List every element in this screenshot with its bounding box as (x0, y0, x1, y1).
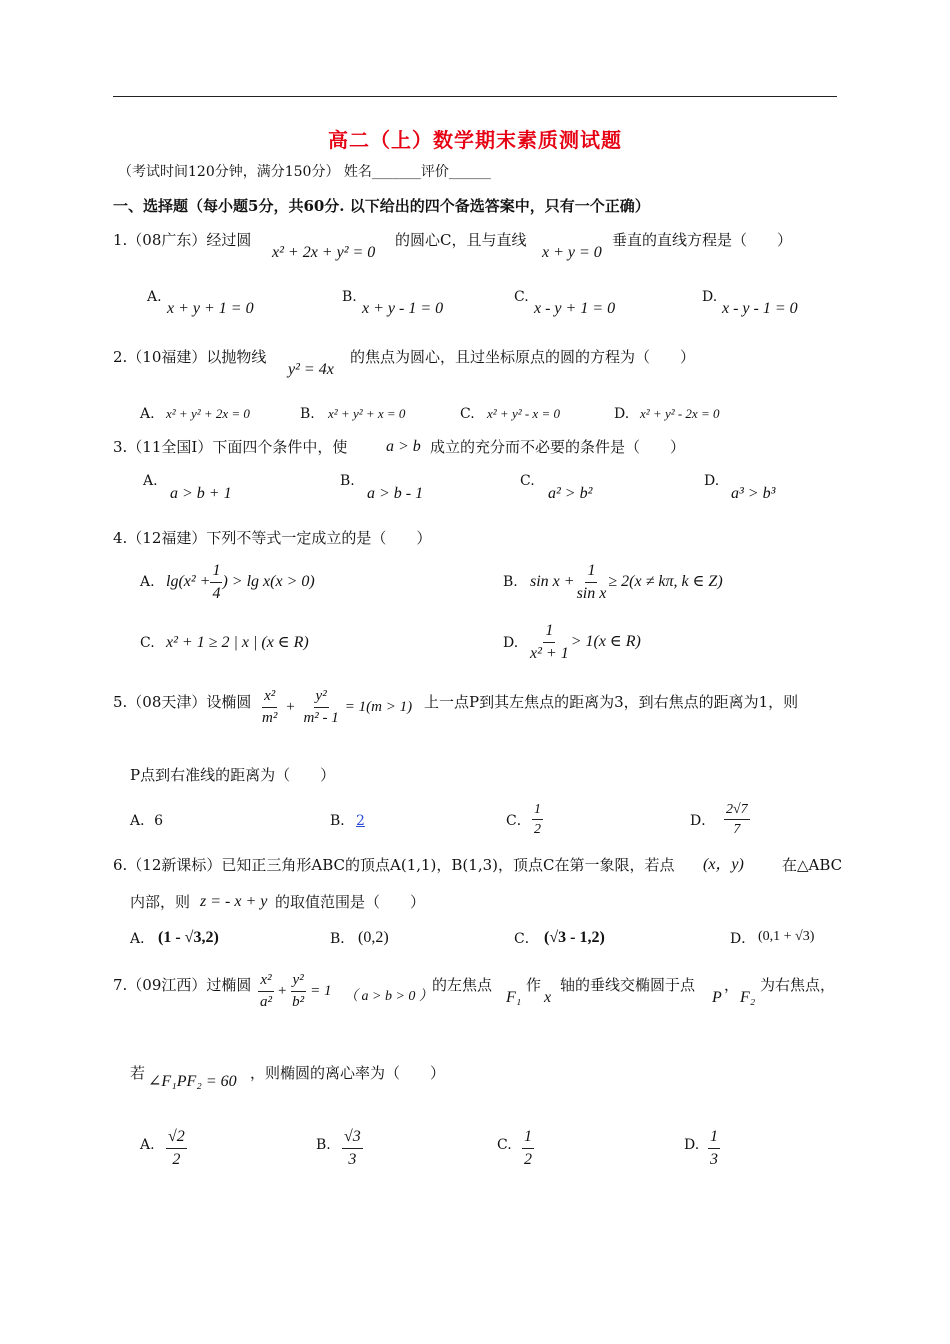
q5-c-num: 1 (532, 802, 543, 820)
q4-a-den: 4 (212, 584, 221, 602)
q6-option-d-label: D． (730, 931, 756, 947)
q4-option-c[interactable]: x² + 1 ≥ 2 | x | (x ∈ R) (166, 634, 309, 651)
q3-option-c[interactable]: a² > b² (548, 485, 593, 502)
q4-option-c-label: C. (140, 635, 155, 651)
q1-option-b-label: B. (342, 289, 357, 305)
q7-f1-den: a² (260, 993, 272, 1010)
q6-option-a[interactable]: (1 - √3,2) (158, 929, 219, 946)
q2-option-c[interactable]: x² + y² - x = 0 (487, 406, 560, 421)
q7-option-d[interactable] (708, 1128, 720, 1168)
q1-option-a[interactable]: x + y + 1 = 0 (167, 300, 254, 317)
q7-mid3: 轴的垂线交椭圆于点 (560, 976, 696, 994)
q2-option-a-label: A. (140, 406, 155, 422)
q4-option-b-label: B. (503, 574, 518, 590)
q5-suffix: 上一点P到其左焦点的距离为3，到右焦点的距离为1，则 (424, 693, 799, 711)
q5-f2-den: m² - 1 (303, 709, 339, 726)
q7-option-c[interactable] (522, 1128, 534, 1168)
header-rule (113, 96, 837, 97)
q7-prefix: 7.（09江西）过椭圆 (113, 976, 252, 994)
q7-c-fraction (522, 1128, 534, 1168)
q4-d-den: x² + 1 (530, 644, 569, 662)
q7-option-d-label: D. (684, 1137, 700, 1153)
exam-info: （考试时间120分钟，满分150分） 姓名_______评价______ (118, 164, 491, 180)
q7-f1-num: x² (258, 972, 273, 992)
q1-prefix: 1.（08广东）经过圆 (113, 231, 252, 249)
q4-b-post: ≥ 2(x ≠ kπ, k ∈ Z) (608, 573, 723, 591)
q5-d-den: 7 (733, 822, 741, 838)
q7-option-a[interactable] (166, 1128, 187, 1168)
q1-option-a-label: A. (147, 289, 162, 305)
q4-a-post: ) > lg x(x > 0) (222, 573, 315, 591)
q5-c-den: 2 (534, 822, 541, 838)
q7-option-a-label: A. (140, 1137, 155, 1153)
q4-d-fraction (528, 622, 571, 662)
q1-option-d-label: D. (702, 289, 718, 305)
q7-angle: ∠F₁PF₂ = 60 (148, 1073, 237, 1090)
q7-plus: + (277, 982, 288, 999)
q5-option-b[interactable]: 2 (356, 813, 365, 829)
q5-d-fraction (724, 802, 750, 838)
q3-prefix: 3.（11全国Ⅰ）下面四个条件中，使 (113, 438, 348, 456)
q6-option-d[interactable]: (0,1 + √3) (758, 929, 815, 944)
q7-a-den: 2 (172, 1150, 181, 1168)
q4-stem: 4.（12福建）下列不等式一定成立的是（ ） (113, 529, 432, 547)
q7-line2-pre: 若 (130, 1064, 146, 1082)
q4-b-fraction (575, 562, 609, 602)
q7-a-fraction (166, 1128, 187, 1168)
q6-option-c[interactable]: (√3 - 1,2) (544, 929, 605, 946)
q7-d-den: 3 (710, 1150, 718, 1168)
q1-mid: 的圆心C，且与直线 (395, 231, 527, 249)
q5-eq-tail: = 1(m > 1) (344, 698, 413, 715)
q2-option-a[interactable]: x² + y² + 2x = 0 (166, 406, 250, 421)
q3-option-a[interactable]: a > b + 1 (170, 485, 232, 502)
q5-prefix: 5.（08天津）设椭圆 (113, 693, 252, 711)
q3-option-d[interactable]: a³ > b³ (731, 485, 776, 502)
q7-f2-num: y² (291, 972, 306, 992)
section-heading: 一、选择题（每小题5分，共60分. 以下给出的四个备选答案中，只有一个正确） (113, 197, 650, 215)
q7-line2-post: ，则椭圆的离心率为（ ） (250, 1064, 446, 1082)
q7-b-num: √3 (342, 1128, 363, 1149)
q6-point: (x，y) (703, 856, 744, 873)
q5-frac-2 (301, 688, 340, 726)
q5-f2-num: y² (314, 688, 329, 708)
q6-line2-post: 的取值范围是（ ） (275, 893, 426, 911)
q5-f1-num: x² (262, 688, 277, 708)
q7-x-axis: x (544, 989, 552, 1006)
q7-ellipse-equation (258, 972, 332, 1010)
q7-f2-den: b² (292, 993, 305, 1010)
q1-option-c-label: C. (514, 289, 529, 305)
q7-f1: F₁ (506, 989, 522, 1006)
q2-option-d-label: D. (614, 406, 630, 422)
q7-b-fraction (342, 1128, 363, 1168)
q5-ellipse-equation (260, 688, 412, 726)
q1-option-b[interactable]: x + y - 1 = 0 (362, 300, 444, 317)
q2-option-c-label: C. (460, 406, 475, 422)
q1-circle-equation: x² + 2x + y² = 0 (272, 244, 376, 261)
q3-condition: a > b (386, 438, 421, 455)
q3-option-b-label: B. (340, 473, 355, 489)
q6-option-c-label: C． (514, 931, 539, 947)
q1-suffix: 垂直的直线方程是（ ） (612, 231, 793, 249)
q6-line2-pre: 内部，则 (130, 893, 191, 911)
q7-eq: = 1 (310, 982, 332, 999)
q3-option-a-label: A. (143, 473, 158, 489)
q5-line2: P点到右准线的距离为（ ） (130, 766, 336, 784)
q3-option-c-label: C. (520, 473, 535, 489)
q4-option-d-label: D. (503, 635, 519, 651)
q1-option-d[interactable]: x - y - 1 = 0 (722, 300, 798, 317)
q7-mid1: 的左焦点 (432, 976, 493, 994)
q5-option-c-label: C． (506, 813, 531, 829)
q4-b-num: 1 (585, 562, 597, 583)
q2-option-b[interactable]: x² + y² + x = 0 (328, 406, 406, 421)
q7-d-num: 1 (708, 1128, 720, 1149)
q7-a-num: √2 (166, 1128, 187, 1149)
q7-frac-2 (290, 972, 306, 1010)
q4-a-fraction (210, 562, 222, 602)
q7-point-p: P (712, 989, 722, 1006)
q5-c-fraction (532, 802, 543, 838)
q4-a-num: 1 (210, 562, 222, 583)
q7-f2: F₂ (740, 989, 756, 1006)
q1-option-c[interactable]: x - y + 1 = 0 (534, 300, 616, 317)
q5-option-d[interactable] (724, 802, 750, 838)
q2-suffix: 的焦点为圆心，且过坐标原点的圆的方程为（ ） (350, 348, 696, 366)
q7-b-den: 3 (348, 1150, 357, 1168)
q6-option-b-label: B． (330, 931, 355, 947)
q5-option-c[interactable] (532, 802, 543, 838)
q5-plus: + (285, 698, 296, 715)
q2-option-b-label: B. (300, 406, 315, 422)
q6-expression: z = - x + y (200, 893, 268, 910)
q7-option-b[interactable] (342, 1128, 363, 1168)
q5-option-b-label: B． (330, 813, 355, 829)
q7-comma: ， (724, 976, 740, 994)
q6-suffix: 在△ABC (782, 856, 843, 874)
q6-prefix: 6.（12新课标）已知正三角形ABC的顶点A(1,1)，B(1,3)，顶点C在第一象限，若点 (113, 856, 675, 874)
q5-option-a[interactable]: A．6 (130, 813, 164, 829)
q7-condition: （ a > b > 0 ） (344, 989, 433, 1004)
q3-option-b[interactable]: a > b - 1 (367, 485, 424, 502)
q5-frac-1 (260, 688, 279, 726)
q6-option-b[interactable]: (0,2) (358, 929, 389, 946)
q7-frac-1 (258, 972, 274, 1010)
q5-d-num: 2√7 (724, 802, 750, 820)
q3-option-d-label: D. (704, 473, 720, 489)
q7-mid2: 作 (526, 976, 542, 994)
q7-c-den: 2 (524, 1150, 532, 1168)
q5-f1-den: m² (262, 709, 278, 726)
q2-parabola-equation: y² = 4x (288, 361, 334, 378)
q4-d-num: 1 (543, 622, 555, 643)
q4-option-b[interactable] (530, 562, 723, 602)
q4-d-post: > 1(x ∈ R) (570, 633, 641, 651)
q7-c-num: 1 (522, 1128, 534, 1149)
q2-prefix: 2.（10福建）以抛物线 (113, 348, 267, 366)
q4-a-pre: lg(x² + (166, 573, 211, 591)
q7-suffix: 为右焦点， (760, 976, 836, 994)
page-title: 高二（上）数学期末素质测试题 (328, 128, 622, 152)
q6-option-a-label: A． (130, 931, 155, 947)
q7-option-c-label: C. (497, 1137, 512, 1153)
q4-b-pre: sin x + (530, 573, 575, 591)
q3-suffix: 成立的充分而不必要的条件是（ ） (430, 438, 686, 456)
q4-option-d[interactable] (528, 622, 641, 662)
q2-option-d[interactable]: x² + y² - 2x = 0 (640, 406, 720, 421)
q7-d-fraction (708, 1128, 720, 1168)
q1-line-equation: x + y = 0 (542, 244, 602, 261)
q4-option-a-label: A. (140, 574, 155, 590)
q4-b-den: sin x (576, 584, 607, 602)
q5-option-d-label: D． (690, 813, 716, 829)
q4-option-a[interactable] (166, 562, 315, 602)
q7-option-b-label: B. (316, 1137, 331, 1153)
